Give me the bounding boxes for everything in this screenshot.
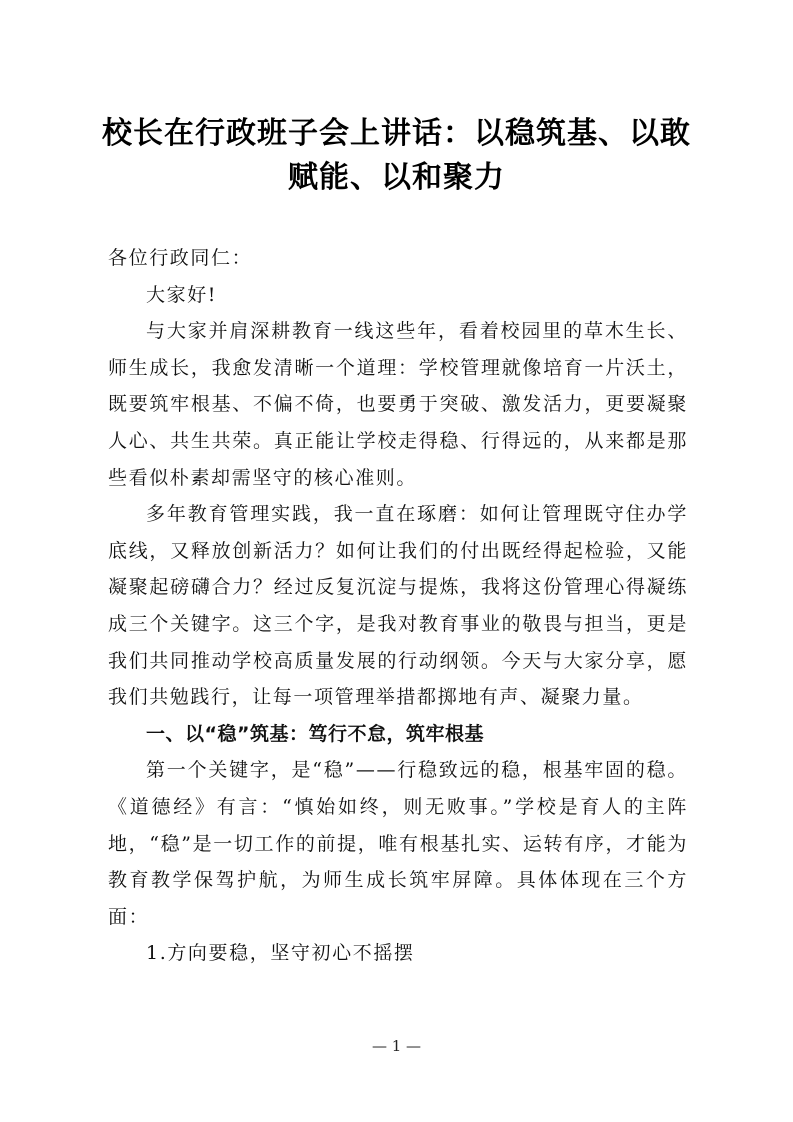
document-title: 校长在行政班子会上讲话：以稳筑基、以敢赋能、以和聚力 bbox=[102, 116, 691, 195]
section-paragraph: 第一个关键字，是“稳”——行稳致远的稳，根基牢固的稳。《道德经》有言：“慎始如终，则无败事。”学校是育人的主阵地，“稳”是一切工作的前提，唯有根基扎实、运转有序，才能为教育教学保驾护航，为师生成长筑牢屏障。具体体现在三个方面： bbox=[108, 759, 688, 928]
page-number: — 1 — bbox=[371, 1037, 422, 1055]
paragraph-keywords: 多年教育管理实践，我一直在琢磨：如何让管理既守住办学底线，又释放创新活力？如何让我们的付出既经得起检验，又能凝聚起磅礴合力？经过反复沉淀与提炼，我将这份管理心得凝练成三个关键字。这三个字，是我对教育事业的敬畏与担当，更是我们共同推动学校高质量发展的行动纲领。今天与大家分享，愿我们共勉践行，让每一项管理举措都掷地有声、凝聚力量。 bbox=[108, 503, 688, 709]
sub-heading: 1.方向要稳，坚守初心不摇摆 bbox=[146, 942, 415, 965]
paragraph-intro: 与大家并肩深耕教育一线这些年，看着校园里的草木生长、师生成长，我愈发清晰一个道理：学校管理就像培育一片沃土，既要筑牢根基、不偏不倚，也要勇于突破、激发活力，更要凝聚人心、共生共荣。真正能让学校走得稳、行得远的，从来都是那些看似朴素却需坚守的核心准则。 bbox=[108, 320, 688, 489]
greeting: 大家好! bbox=[146, 283, 218, 306]
document-body bbox=[108, 240, 688, 972]
salutation: 各位行政同仁： bbox=[108, 247, 253, 269]
section-heading: 一、以“稳”筑基：笃行不怠，筑牢根基 bbox=[146, 722, 484, 745]
